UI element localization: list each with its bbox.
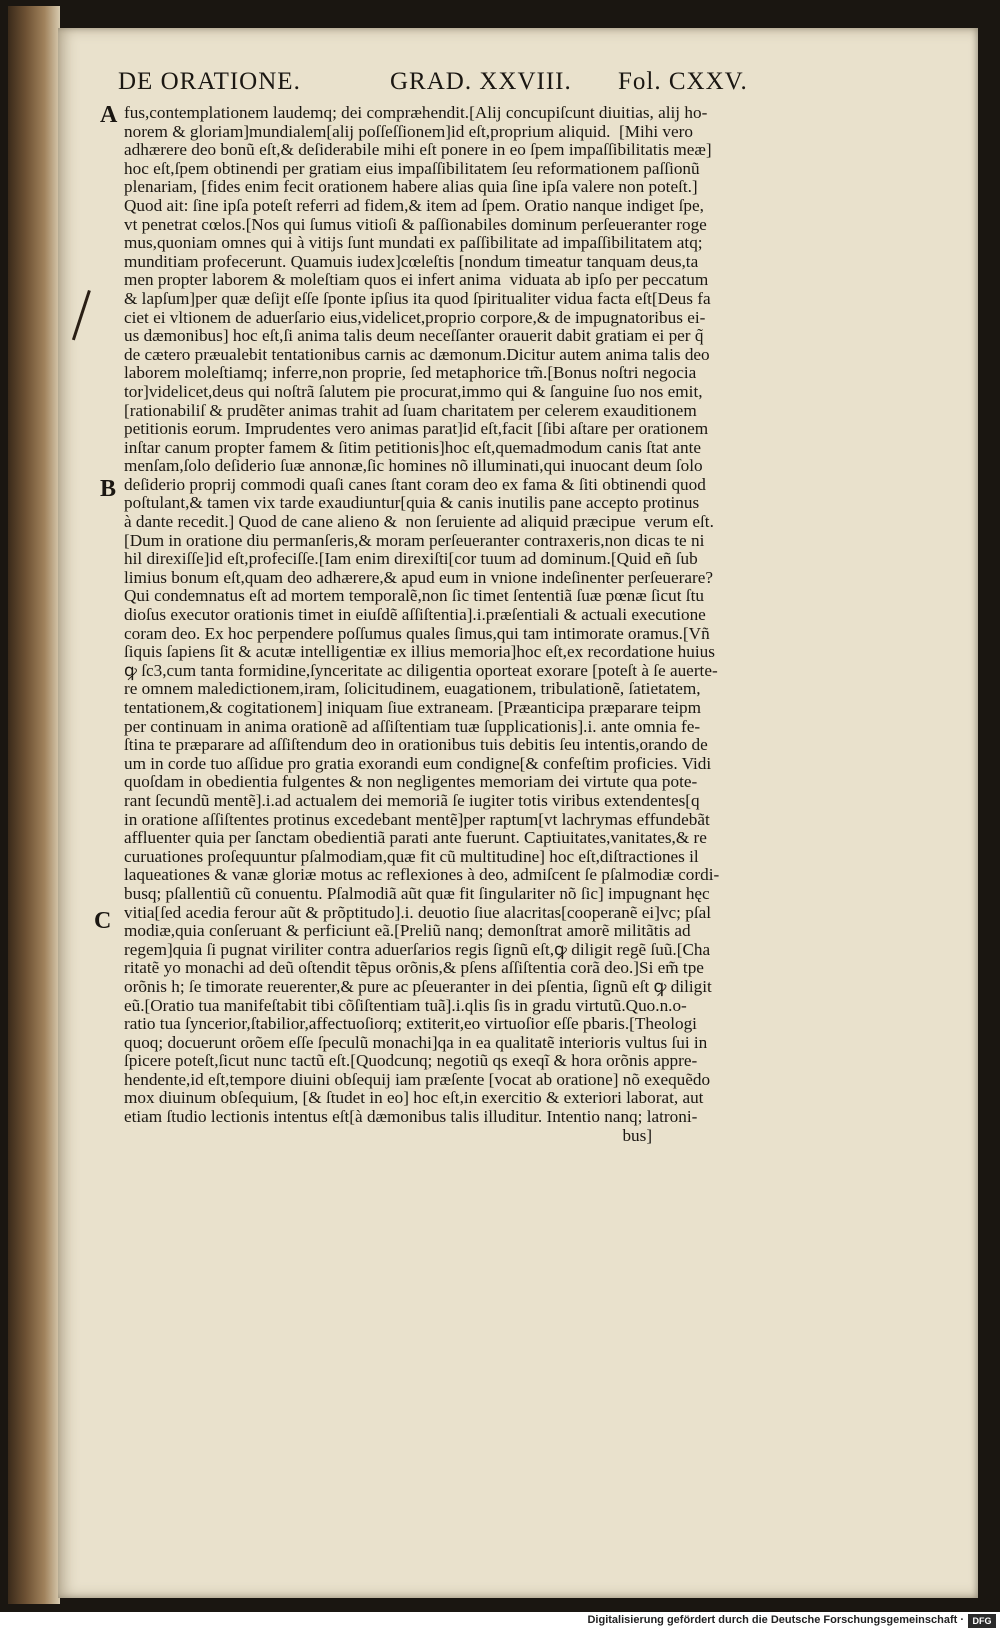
digitization-footer (0, 1612, 1000, 1632)
header-grad: GRAD. XXVIII. (390, 68, 572, 95)
handwritten-margin-mark (72, 290, 91, 340)
digitization-credit: Digitalisierung gefördert durch die Deutsche Forschungsgemeinschaft · (587, 1614, 964, 1626)
section-marker-a: A (100, 102, 118, 128)
book-page (58, 28, 978, 1598)
body-text: fus,contemplationem laudemq; dei compræhendit.[Alij concupiſcunt diuitias, alij ho- norem & gloriam]mundialem[alij poſſeſſionem]id eſt,proprium aliquid. [Mihi vero adhærere deo bonũ eſt,& deſiderabile mihi eſt ponere in eo ſpem impaſſibilitatis meæ] hoc eſt,ſpem obtinendi per gratiam eius impaſſibilitatem ſeu reformationem paſſionũ plenariam, [fides enim fecit orationem habere alias quia ſine ipſa valere non poteſt.] Quod ait: ſine ipſa poteſt referri ad fidem,& item ad ſpem. Oratio nanque indiget ſpe, vt penetrat cœlos.[Nos qui ſumus vitioſi & paſſionabiles dominum perſeueranter roge mus,quoniam omnes qui à vitijs ſunt mundati ex paſſibilitate ad impaſſibilitatem atq; munditiam profecerunt. Quamuis iudex]cœleſtis [nondum timeatur tanquam deus,ta men propter laborem & moleſtiam quos ei infert anima viduata ab ipſo per peccatum & lapſum]per quæ deſijt eſſe ſponte ipſius ita quod ſpiritualiter vidua facta eſt[Deus fa ciet ei vltionem de aduerſario eius,videlicet,proprio corpore,& de impugnatoribus ei- us dæmonibus] hoc eſt,ſi anima talis deum neceſſanter orauerit dabit gratiam ei per q̃ de cætero præualebit tentationibus carnis ac dæmonum.Dicitur autem anima talis deo laborem moleſtiamq; inferre,non proprie, ſed metaphorice tm̃.[Bonus noſtri negocia tor]videlicet,deus qui noſtrã ſalutem pie procurat,immo qui & ſanguine ſuo nos emit, [rationabiliſ & prudẽter animas trahit ad ſuam charitatem per celerem exauditionem petitionis eorum. Imprudentes vero animas parat]id eſt,facit [ſibi aſtare per orationem inſtar canum propter famem & ſitim petitionis]hoc eſt,quemadmodum canis ſtat ante menſam,ſolo deſiderio ſuæ annonæ,ſic homines nõ illuminati,qui inuocant deum ſolo deſiderio proprij commodi quaſi canes ſtant coram deo ex fama & ſiti obtinendi quod poſtulant,& tamen vix tarde exaudiuntur[quia & canis inutilis pane accepto protinus à dante recedit.] Quod de cane alieno & non ſeruiente ad aliquid præcipue verum eſt. [Dum in oratione diu permanſeris,& moram perſeueranter contraxeris,non dicas te ni hil direxiſſe]id eſt,profeciſſe.[Iam enim direxiſti[cor tuum ad dominum.[Quid eñ ſub limius bonum eſt,quam deo adhærere,& apud eum in vnione indeſinenter perſeuerare? Qui condemnatus eſt ad mortem temporalẽ,non ſic timet ſententiã ſuæ pœnæ ſicut ſtu dioſus executor orationis timet in eiuſdẽ aſſiſtentia].i.præſentiali & actuali executione coram deo. Ex hoc perpendere poſſumus quales ſimus,qui tam intimorate oramus.[Vñ ſiquis ſapiens ſit & acutæ intelligentiæ ex illius memoria]hoc eſt,ex recordatione huius ꝙ ſc3,cum tanta formidine,ſynceritate ac diligentia oporteat exorare [poteſt à ſe auerte- re omnem maledictionem,iram, ſolicitudinem, euagationem, tribulationẽ, ſatietatem, tentationem,& cogitationem] iniquam ſiue extraneam. [Præanticipa præparare teipm per continuam in anima orationẽ ad aſſiſtentiam tuæ ſupplicationis].i. ante omnia fe- ſtina te præparare ad aſſiſtendum deo in orationibus tuis debitis ſeu intentis,orando de um in corde tuo aſſidue pro gratia exorandi eum condigne[& confeſtim proficies. Vidi quoſdam in obedientia fulgentes & non negligentes memoriam dei virtute qua pote- rant ſecundũ mentẽ].i.ad actualem dei memoriã ſe iugiter totis viribus extendentes[q in oratione aſſiſtentes protinus excedebant mentẽ]per raptum[vt lachrymas effundebãt affluenter quia per ſanctam obedientiã parati ante fuerunt. Captiuitates,vanitates,& re curuationes proſequuntur pſalmodiam,quæ fit cũ multitudine] hoc eſt,diſtractiones il laqueationes & vanæ gloriæ motus ac reflexiones à deo, admiſcent ſe pſalmodiæ cordi- busq; pſallentiũ cũ conuentu. Pſalmodiã aũt quæ fit ſingulariter nõ ſic] impugnant hęc vitia[ſed acedia ferour aũt & prõptitudo].i. deuotio ſiue alacritas[cooperanẽ ei]vc; pſal modiæ,quia conſeruant & perficiunt eã.[Preliũ nanq; demonſtrat amorẽ militãtis ad regem]quia ſi pugnat viriliter contra aduerſarios regis ſignũ eſt,ꝙ diligit regẽ ſuũ.[Cha ritatẽ yo monachi ad deũ oſtendit tẽpus orõnis,& pſens aſſiſtentia corã deo.]Si em̃ tpe orõnis h; ſe timorate reuerenter,& pure ac pſeueranter in dei pſentia, ſignũ eſt ꝙ diligit eũ.[Oratio tua manifeſtabit tibi cõſiſtentiam tuã].i.qlis ſis in gradu virtutũ.Quo.n.o- ratio tua ſyncerior,ſtabilior,affectuoſiorq; extiterit,eo virtuoſior eſſe pbaris.[Theologi quoq; docuerunt orõem eſſe ſpeculũ monachi]qa in ea qualitatẽ interioris vultus ſui in ſpicere poteſt,ſicut nunc tactũ eſt.[Quodcunq; negotiũ qs exeqĩ & hora orõnis appre- hendente,id eſt,tempore diuini obſequij iam præſente [vocat ab oratione] nõ exequẽdo mox diuinum obſequium, [& ſtudet in eo] hoc eſt,in exercitio & exteriori laborat, aut etiam ſtudio lectionis intentus eſt[à dæmonibus talis illuditur. Intentio nanq; latroni- bus] (124, 103, 720, 1145)
dfg-logo: DFG (968, 1614, 996, 1628)
header-folio: Fol. CXXV. (618, 68, 748, 95)
section-marker-c: C (94, 908, 112, 934)
book-binding-edge (8, 6, 60, 1604)
header-title: DE ORATIONE. (118, 68, 301, 95)
section-marker-b: B (100, 476, 117, 502)
